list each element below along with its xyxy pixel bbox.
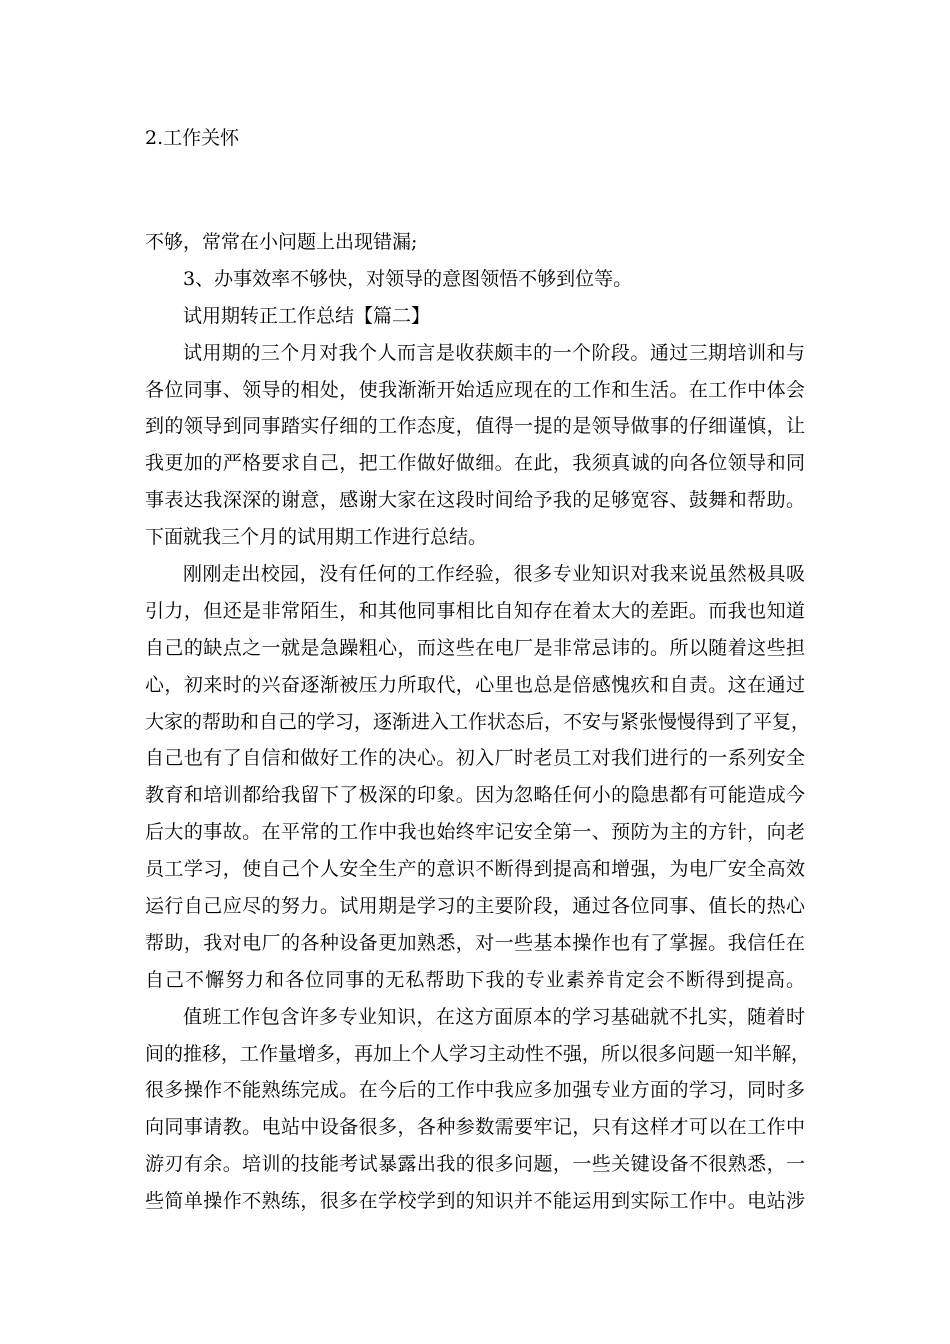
text-line: 我更加的严格要求自己，把工作做好做细。在此，我须真诚的向各位领导和同 [145,452,805,475]
text-line: 下面就我三个月的试用期工作进行总结。 [145,526,488,549]
text-line: 游刃有余。培训的技能考试暴露出我的很多问题，一些关键设备不很熟悉，一 [145,1153,805,1176]
text-line: 大家的帮助和自己的学习，逐渐进入工作状态后，不安与紧张慢慢得到了平复， [145,710,811,733]
text-line: 试用期转正工作总结【篇二】 [183,304,431,327]
text-line: 心，初来时的兴奋逐渐被压力所取代，心里也总是倍感愧疚和自责。这在通过 [145,673,805,696]
text-line: 不够，常常在小问题上出现错漏; [145,231,418,253]
text-line: 值班工作包含许多专业知识，在这方面原本的学习基础就不扎实，随着时 [183,1005,805,1028]
text-line: 试用期的三个月对我个人而言是收获颇丰的一个阶段。通过三期培训和与 [183,341,805,364]
text-line: 自己也有了自信和做好工作的决心。初入厂时老员工对我们进行的一系列安全 [145,747,805,770]
text-line: 间的推移，工作量增多，再加上个人学习主动性不强，所以很多问题一知半解， [145,1042,811,1065]
text-line: 刚刚走出校园，没有任何的工作经验，很多专业知识对我来说虽然极具吸 [183,563,805,586]
text-line: 员工学习，使自己个人安全生产的意识不断得到提高和增强，为电厂安全高效 [145,858,805,881]
text-line: 各位同事、领导的相处，使我渐渐开始适应现在的工作和生活。在工作中体会 [145,378,805,401]
text-line: 教育和培训都给我留下了极深的印象。因为忽略任何小的隐患都有可能造成今 [145,784,805,807]
text-line: 些简单操作不熟练，很多在学校学到的知识并不能运用到实际工作中。电站涉 [145,1190,805,1213]
text-line: 自己的缺点之一就是急躁粗心，而这些在电厂是非常忌讳的。所以随着这些担 [145,636,805,659]
text-line: 3、办事效率不够快，对领导的意图领悟不够到位等。 [183,267,633,290]
text-line: 事表达我深深的谢意，感谢大家在这段时间给予我的足够宽容、鼓舞和帮助。 [145,489,805,512]
text-line: 引力，但还是非常陌生，和其他同事相比自知存在着太大的差距。而我也知道 [145,599,805,622]
text-line: 自己不懈努力和各位同事的无私帮助下我的专业素养肯定会不断得到提高。 [145,968,805,991]
body-text [145,224,811,1220]
section-heading: 2.工作关怀 [145,127,240,149]
text-line: 帮助，我对电厂的各种设备更加熟悉，对一些基本操作也有了掌握。我信任在 [145,931,805,954]
text-line: 很多操作不能熟练完成。在今后的工作中我应多加强专业方面的学习，同时多 [145,1079,805,1102]
text-line: 后大的事故。在平常的工作中我也始终牢记安全第一、预防为主的方针，向老 [145,821,805,844]
text-line: 向同事请教。电站中设备很多，各种参数需要牢记，只有这样才可以在工作中 [145,1116,805,1139]
text-line: 运行自己应尽的努力。试用期是学习的主要阶段，通过各位同事、值长的热心 [145,895,805,918]
text-line: 到的领导到同事踏实仔细的工作态度，值得一提的是领导做事的仔细谨慎，让 [145,415,805,438]
